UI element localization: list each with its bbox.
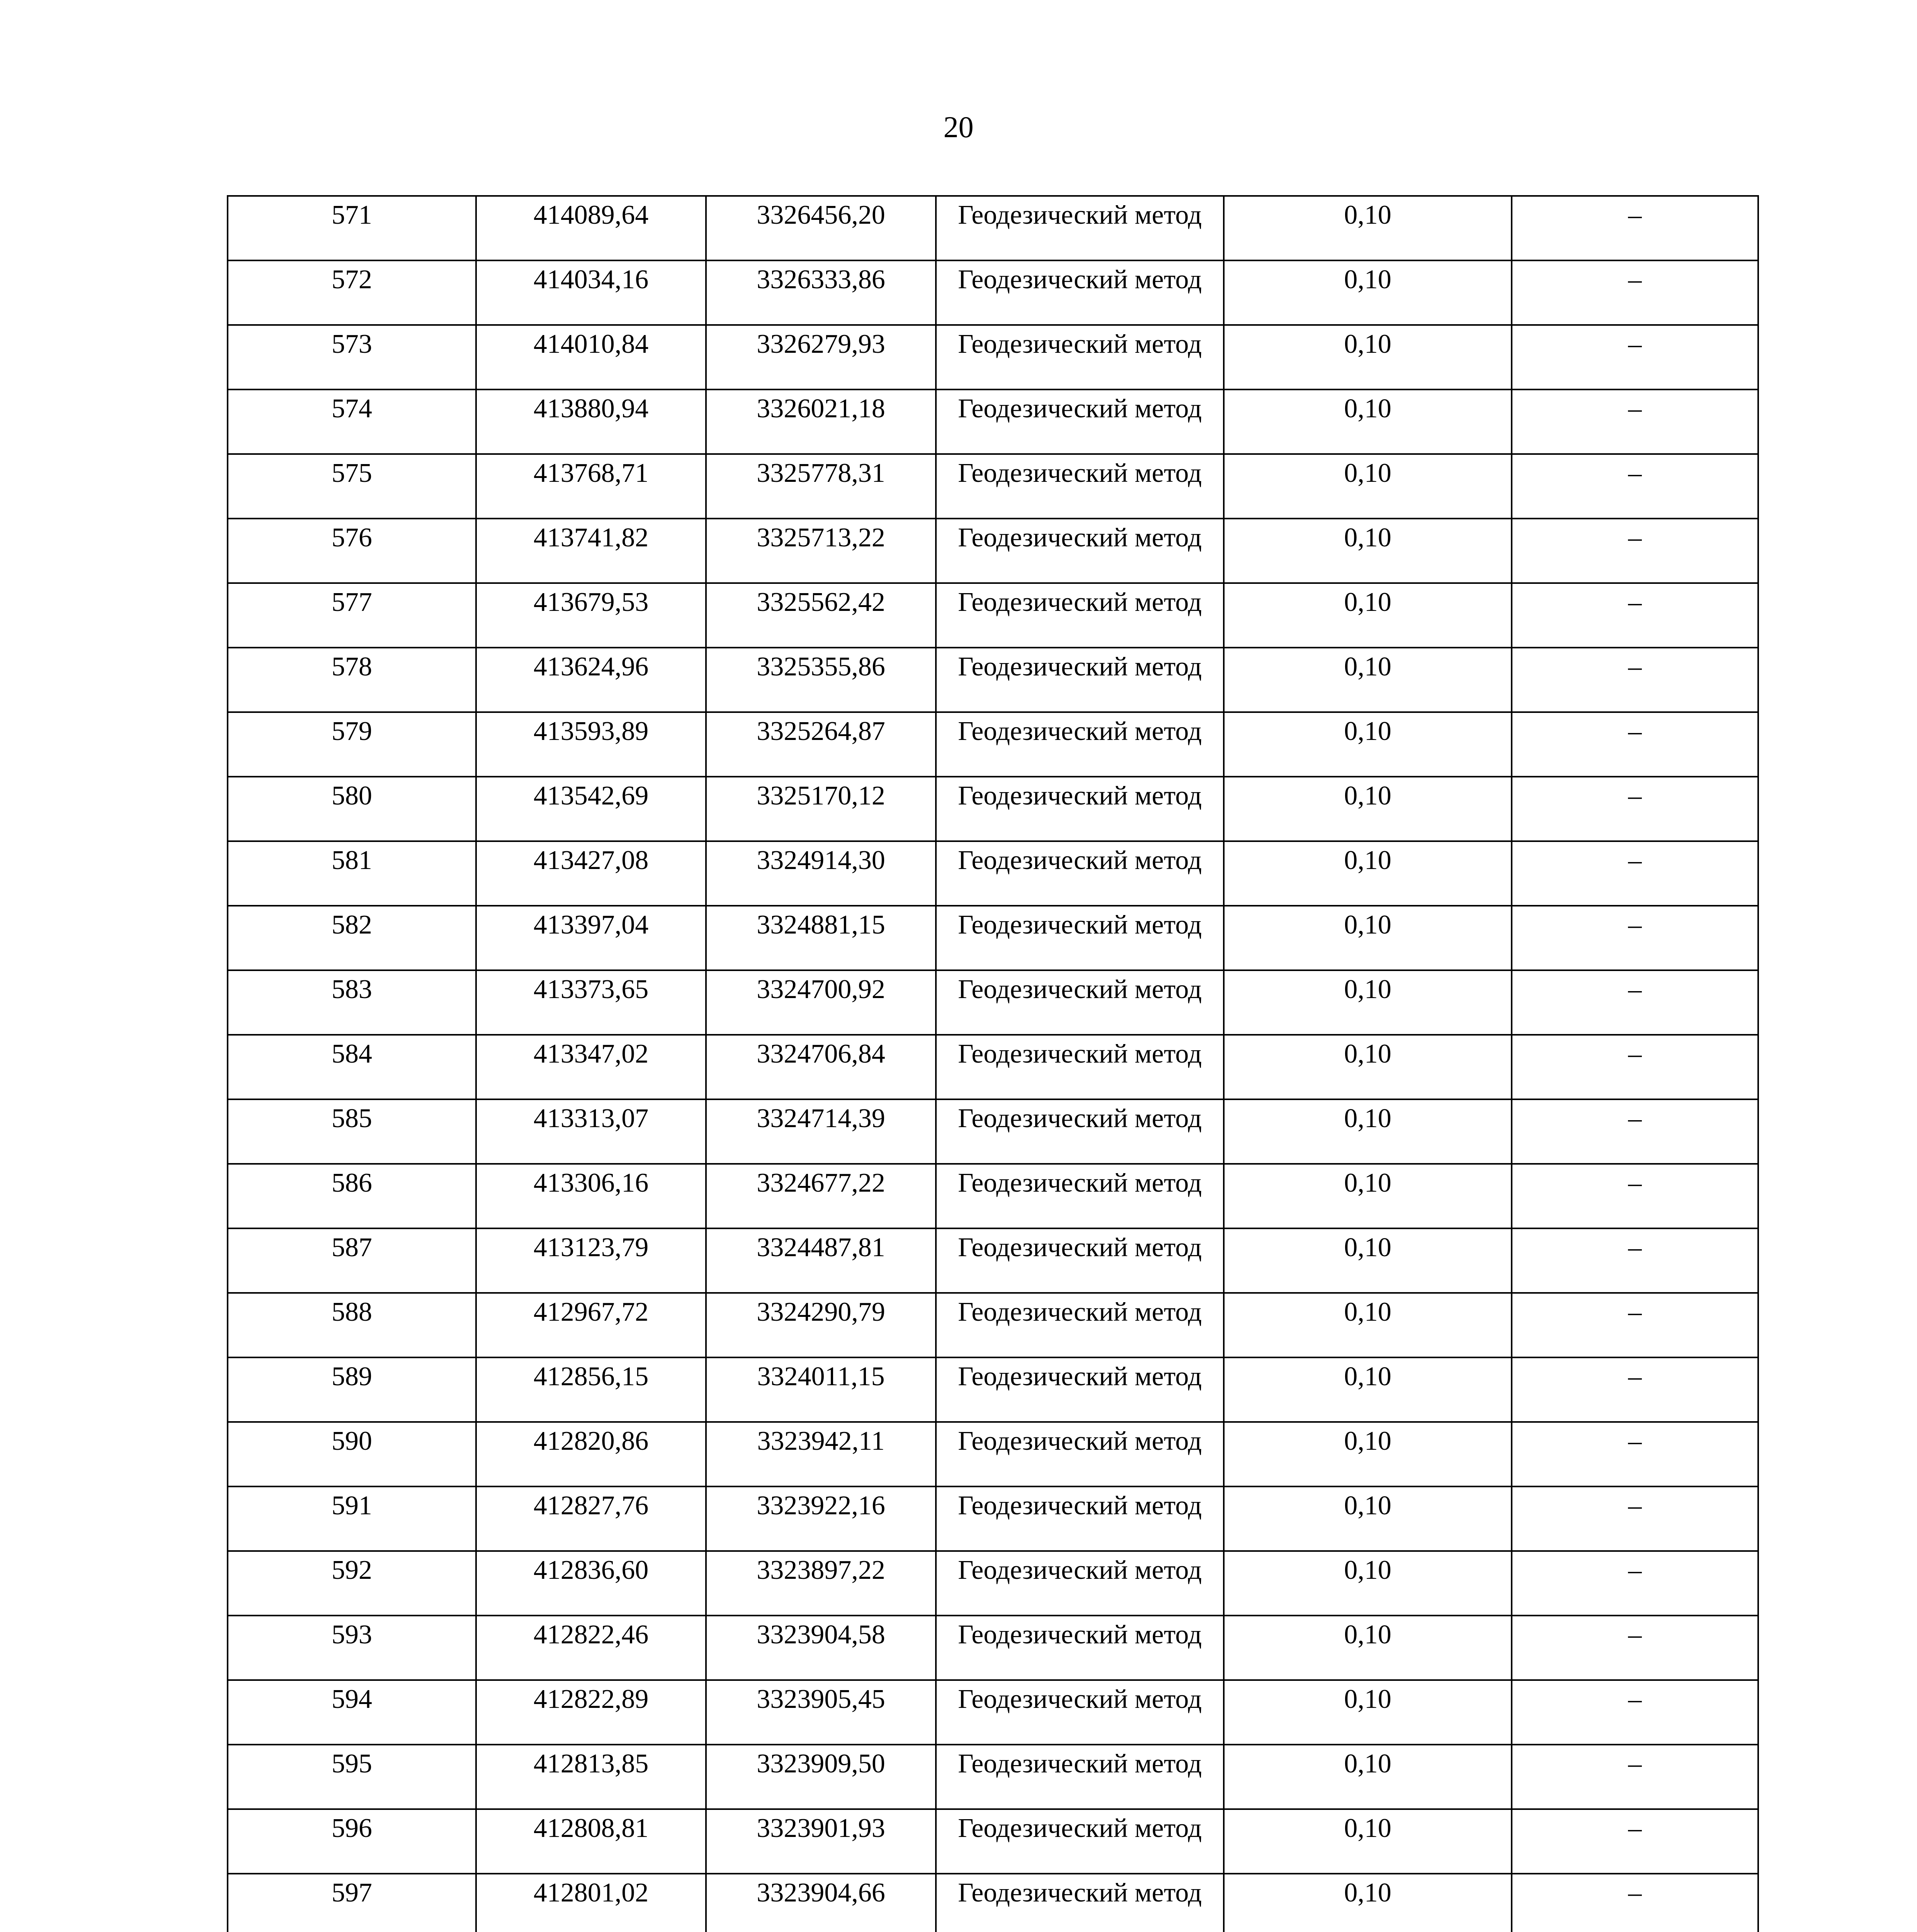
precision-cell: 0,10 [1224, 389, 1512, 454]
description-cell: – [1512, 970, 1758, 1035]
description-cell: – [1512, 1745, 1758, 1809]
coordinates-table [227, 195, 1759, 1932]
method-cell: Геодезический метод [936, 325, 1224, 389]
method-cell: Геодезический метод [936, 389, 1224, 454]
table-row [228, 519, 1758, 583]
description-cell: – [1512, 583, 1758, 648]
y-coordinate-cell: 3324011,15 [706, 1357, 936, 1422]
description-cell: – [1512, 906, 1758, 970]
description-cell: – [1512, 712, 1758, 777]
y-coordinate-cell: 3323942,11 [706, 1422, 936, 1486]
description-cell: – [1512, 1164, 1758, 1228]
precision-cell: 0,10 [1224, 841, 1512, 906]
x-coordinate-cell: 414034,16 [476, 260, 706, 325]
method-cell: Геодезический метод [936, 1551, 1224, 1616]
description-cell: – [1512, 1486, 1758, 1551]
table-row [228, 1874, 1758, 1932]
y-coordinate-cell: 3323905,45 [706, 1680, 936, 1745]
y-coordinate-cell: 3326021,18 [706, 389, 936, 454]
y-coordinate-cell: 3326333,86 [706, 260, 936, 325]
precision-cell: 0,10 [1224, 906, 1512, 970]
method-cell: Геодезический метод [936, 1293, 1224, 1357]
method-cell: Геодезический метод [936, 1228, 1224, 1293]
x-coordinate-cell: 414010,84 [476, 325, 706, 389]
precision-cell: 0,10 [1224, 1293, 1512, 1357]
x-coordinate-cell: 413593,89 [476, 712, 706, 777]
point-number-cell: 581 [228, 841, 476, 906]
precision-cell: 0,10 [1224, 1874, 1512, 1932]
point-number-cell: 585 [228, 1099, 476, 1164]
table-row [228, 1357, 1758, 1422]
x-coordinate-cell: 412856,15 [476, 1357, 706, 1422]
precision-cell: 0,10 [1224, 454, 1512, 519]
precision-cell: 0,10 [1224, 196, 1512, 260]
table-row [228, 583, 1758, 648]
y-coordinate-cell: 3323904,58 [706, 1616, 936, 1680]
x-coordinate-cell: 413123,79 [476, 1228, 706, 1293]
method-cell: Геодезический метод [936, 841, 1224, 906]
x-coordinate-cell: 412808,81 [476, 1809, 706, 1874]
y-coordinate-cell: 3323922,16 [706, 1486, 936, 1551]
description-cell: – [1512, 648, 1758, 712]
table-row [228, 1228, 1758, 1293]
table-row [228, 1293, 1758, 1357]
method-cell: Геодезический метод [936, 648, 1224, 712]
method-cell: Геодезический метод [936, 1680, 1224, 1745]
description-cell: – [1512, 1228, 1758, 1293]
y-coordinate-cell: 3324677,22 [706, 1164, 936, 1228]
point-number-cell: 592 [228, 1551, 476, 1616]
precision-cell: 0,10 [1224, 260, 1512, 325]
table-row [228, 906, 1758, 970]
point-number-cell: 588 [228, 1293, 476, 1357]
x-coordinate-cell: 412822,89 [476, 1680, 706, 1745]
method-cell: Геодезический метод [936, 1099, 1224, 1164]
point-number-cell: 579 [228, 712, 476, 777]
point-number-cell: 575 [228, 454, 476, 519]
point-number-cell: 589 [228, 1357, 476, 1422]
point-number-cell: 583 [228, 970, 476, 1035]
description-cell: – [1512, 196, 1758, 260]
precision-cell: 0,10 [1224, 777, 1512, 841]
description-cell: – [1512, 1422, 1758, 1486]
table-row [228, 970, 1758, 1035]
method-cell: Геодезический метод [936, 1035, 1224, 1099]
point-number-cell: 586 [228, 1164, 476, 1228]
point-number-cell: 596 [228, 1809, 476, 1874]
x-coordinate-cell: 413768,71 [476, 454, 706, 519]
point-number-cell: 587 [228, 1228, 476, 1293]
table-row [228, 1616, 1758, 1680]
x-coordinate-cell: 413313,07 [476, 1099, 706, 1164]
y-coordinate-cell: 3325713,22 [706, 519, 936, 583]
description-cell: – [1512, 260, 1758, 325]
description-cell: – [1512, 1680, 1758, 1745]
description-cell: – [1512, 1035, 1758, 1099]
x-coordinate-cell: 412827,76 [476, 1486, 706, 1551]
y-coordinate-cell: 3324700,92 [706, 970, 936, 1035]
point-number-cell: 593 [228, 1616, 476, 1680]
point-number-cell: 576 [228, 519, 476, 583]
x-coordinate-cell: 413427,08 [476, 841, 706, 906]
table-row [228, 1809, 1758, 1874]
y-coordinate-cell: 3324706,84 [706, 1035, 936, 1099]
description-cell: – [1512, 1551, 1758, 1616]
y-coordinate-cell: 3326456,20 [706, 196, 936, 260]
precision-cell: 0,10 [1224, 1357, 1512, 1422]
table-row [228, 454, 1758, 519]
y-coordinate-cell: 3323897,22 [706, 1551, 936, 1616]
table-row [228, 841, 1758, 906]
point-number-cell: 584 [228, 1035, 476, 1099]
y-coordinate-cell: 3324290,79 [706, 1293, 936, 1357]
description-cell: – [1512, 1874, 1758, 1932]
method-cell: Геодезический метод [936, 906, 1224, 970]
x-coordinate-cell: 413741,82 [476, 519, 706, 583]
description-cell: – [1512, 454, 1758, 519]
precision-cell: 0,10 [1224, 1616, 1512, 1680]
point-number-cell: 573 [228, 325, 476, 389]
table-row [228, 1486, 1758, 1551]
point-number-cell: 597 [228, 1874, 476, 1932]
y-coordinate-cell: 3324487,81 [706, 1228, 936, 1293]
y-coordinate-cell: 3325355,86 [706, 648, 936, 712]
table-row [228, 1164, 1758, 1228]
x-coordinate-cell: 413306,16 [476, 1164, 706, 1228]
point-number-cell: 594 [228, 1680, 476, 1745]
method-cell: Геодезический метод [936, 583, 1224, 648]
method-cell: Геодезический метод [936, 1357, 1224, 1422]
point-number-cell: 571 [228, 196, 476, 260]
x-coordinate-cell: 413542,69 [476, 777, 706, 841]
y-coordinate-cell: 3324881,15 [706, 906, 936, 970]
description-cell: – [1512, 519, 1758, 583]
table-row [228, 1422, 1758, 1486]
x-coordinate-cell: 413347,02 [476, 1035, 706, 1099]
table-row [228, 1745, 1758, 1809]
method-cell: Геодезический метод [936, 712, 1224, 777]
description-cell: – [1512, 1293, 1758, 1357]
precision-cell: 0,10 [1224, 1551, 1512, 1616]
method-cell: Геодезический метод [936, 1874, 1224, 1932]
precision-cell: 0,10 [1224, 1809, 1512, 1874]
description-cell: – [1512, 1357, 1758, 1422]
table-row [228, 196, 1758, 260]
table-row [228, 777, 1758, 841]
method-cell: Геодезический метод [936, 777, 1224, 841]
table-row [228, 1099, 1758, 1164]
description-cell: – [1512, 841, 1758, 906]
x-coordinate-cell: 412836,60 [476, 1551, 706, 1616]
coordinates-table-body [228, 196, 1758, 1932]
precision-cell: 0,10 [1224, 1035, 1512, 1099]
description-cell: – [1512, 1099, 1758, 1164]
point-number-cell: 578 [228, 648, 476, 712]
x-coordinate-cell: 413373,65 [476, 970, 706, 1035]
method-cell: Геодезический метод [936, 1486, 1224, 1551]
table-row [228, 1680, 1758, 1745]
y-coordinate-cell: 3325778,31 [706, 454, 936, 519]
point-number-cell: 591 [228, 1486, 476, 1551]
table-row [228, 648, 1758, 712]
table-row [228, 712, 1758, 777]
x-coordinate-cell: 413624,96 [476, 648, 706, 712]
precision-cell: 0,10 [1224, 1422, 1512, 1486]
y-coordinate-cell: 3324914,30 [706, 841, 936, 906]
y-coordinate-cell: 3323904,66 [706, 1874, 936, 1932]
table-row [228, 325, 1758, 389]
method-cell: Геодезический метод [936, 1422, 1224, 1486]
method-cell: Геодезический метод [936, 970, 1224, 1035]
point-number-cell: 572 [228, 260, 476, 325]
precision-cell: 0,10 [1224, 1745, 1512, 1809]
table-row [228, 389, 1758, 454]
description-cell: – [1512, 1809, 1758, 1874]
precision-cell: 0,10 [1224, 325, 1512, 389]
method-cell: Геодезический метод [936, 454, 1224, 519]
x-coordinate-cell: 412801,02 [476, 1874, 706, 1932]
y-coordinate-cell: 3325264,87 [706, 712, 936, 777]
method-cell: Геодезический метод [936, 1809, 1224, 1874]
method-cell: Геодезический метод [936, 1745, 1224, 1809]
y-coordinate-cell: 3324714,39 [706, 1099, 936, 1164]
method-cell: Геодезический метод [936, 1616, 1224, 1680]
method-cell: Геодезический метод [936, 519, 1224, 583]
point-number-cell: 580 [228, 777, 476, 841]
y-coordinate-cell: 3326279,93 [706, 325, 936, 389]
precision-cell: 0,10 [1224, 712, 1512, 777]
x-coordinate-cell: 412822,46 [476, 1616, 706, 1680]
method-cell: Геодезический метод [936, 196, 1224, 260]
precision-cell: 0,10 [1224, 648, 1512, 712]
method-cell: Геодезический метод [936, 1164, 1224, 1228]
table-row [228, 1035, 1758, 1099]
precision-cell: 0,10 [1224, 519, 1512, 583]
precision-cell: 0,10 [1224, 1486, 1512, 1551]
x-coordinate-cell: 413397,04 [476, 906, 706, 970]
precision-cell: 0,10 [1224, 583, 1512, 648]
y-coordinate-cell: 3323901,93 [706, 1809, 936, 1874]
x-coordinate-cell: 414089,64 [476, 196, 706, 260]
precision-cell: 0,10 [1224, 1164, 1512, 1228]
point-number-cell: 574 [228, 389, 476, 454]
point-number-cell: 577 [228, 583, 476, 648]
method-cell: Геодезический метод [936, 260, 1224, 325]
table-row [228, 260, 1758, 325]
y-coordinate-cell: 3323909,50 [706, 1745, 936, 1809]
x-coordinate-cell: 412813,85 [476, 1745, 706, 1809]
precision-cell: 0,10 [1224, 1099, 1512, 1164]
precision-cell: 0,10 [1224, 970, 1512, 1035]
page-number: 20 [943, 110, 974, 144]
description-cell: – [1512, 389, 1758, 454]
y-coordinate-cell: 3325562,42 [706, 583, 936, 648]
y-coordinate-cell: 3325170,12 [706, 777, 936, 841]
point-number-cell: 590 [228, 1422, 476, 1486]
x-coordinate-cell: 412820,86 [476, 1422, 706, 1486]
point-number-cell: 582 [228, 906, 476, 970]
precision-cell: 0,10 [1224, 1228, 1512, 1293]
point-number-cell: 595 [228, 1745, 476, 1809]
description-cell: – [1512, 1616, 1758, 1680]
x-coordinate-cell: 413880,94 [476, 389, 706, 454]
table-row [228, 1551, 1758, 1616]
description-cell: – [1512, 325, 1758, 389]
precision-cell: 0,10 [1224, 1680, 1512, 1745]
x-coordinate-cell: 412967,72 [476, 1293, 706, 1357]
description-cell: – [1512, 777, 1758, 841]
x-coordinate-cell: 413679,53 [476, 583, 706, 648]
